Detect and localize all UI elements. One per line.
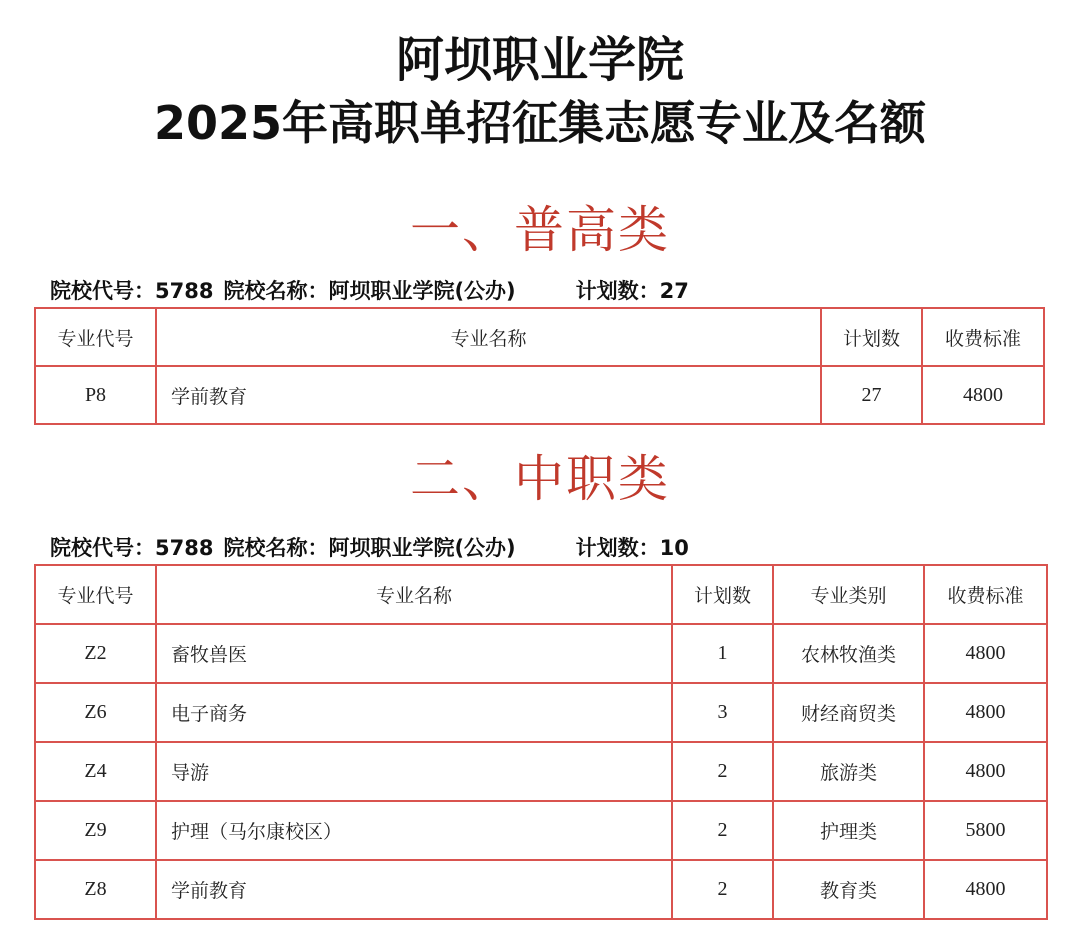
table-row (35, 860, 1047, 919)
major-name: 畜牧兽医 (156, 624, 672, 683)
plan-number: 2 (672, 860, 773, 919)
tuition-fee: 4800 (924, 683, 1047, 742)
plan-number: 27 (821, 366, 922, 424)
major-code: Z9 (35, 801, 156, 860)
table-row (35, 742, 1047, 801)
column-header: 专业代号 (35, 565, 156, 624)
school-code: 院校代号：5788 (50, 279, 214, 303)
school-info-line (50, 534, 689, 562)
school-info-line (50, 277, 689, 305)
document-title: 阿坝职业学院 (395, 32, 684, 88)
column-header: 专业类别 (773, 565, 924, 624)
column-header: 专业名称 (156, 308, 821, 366)
plan-number: 2 (672, 801, 773, 860)
section-heading-vocational: 二、中职类 (410, 450, 670, 508)
major-category: 旅游类 (773, 742, 924, 801)
tuition-fee: 4800 (924, 624, 1047, 683)
table-row (35, 801, 1047, 860)
table-header-row (35, 565, 1047, 624)
major-name: 电子商务 (156, 683, 672, 742)
major-name: 学前教育 (156, 366, 821, 424)
tuition-fee: 4800 (924, 860, 1047, 919)
major-category: 教育类 (773, 860, 924, 919)
table-header-row (35, 308, 1044, 366)
section-heading-general-high-school: 一、普高类 (410, 201, 670, 259)
plan-count: 计划数：27 (575, 279, 689, 303)
column-header: 专业代号 (35, 308, 156, 366)
major-code: Z6 (35, 683, 156, 742)
column-header: 收费标准 (924, 565, 1047, 624)
major-table-vocational (34, 564, 1048, 920)
major-code: Z8 (35, 860, 156, 919)
major-code: Z4 (35, 742, 156, 801)
major-code: Z2 (35, 624, 156, 683)
column-header: 计划数 (672, 565, 773, 624)
major-name: 导游 (156, 742, 672, 801)
school-name: 院校名称：阿坝职业学院(公办) (223, 279, 516, 303)
school-code: 院校代号：5788 (50, 536, 214, 560)
document-subtitle: 2025年高职单招征集志愿专业及名额 (153, 96, 927, 150)
table-row (35, 624, 1047, 683)
major-table-general-high-school (34, 307, 1045, 425)
column-header: 专业名称 (156, 565, 672, 624)
tuition-fee: 5800 (924, 801, 1047, 860)
column-header: 计划数 (821, 308, 922, 366)
school-name: 院校名称：阿坝职业学院(公办) (223, 536, 516, 560)
tuition-fee: 4800 (924, 742, 1047, 801)
tuition-fee: 4800 (922, 366, 1044, 424)
plan-count: 计划数：10 (575, 536, 689, 560)
major-category: 财经商贸类 (773, 683, 924, 742)
major-category: 农林牧渔类 (773, 624, 924, 683)
major-code: P8 (35, 366, 156, 424)
plan-number: 1 (672, 624, 773, 683)
table-row (35, 683, 1047, 742)
table-row (35, 366, 1044, 424)
plan-number: 2 (672, 742, 773, 801)
major-category: 护理类 (773, 801, 924, 860)
plan-number: 3 (672, 683, 773, 742)
major-name: 护理（马尔康校区） (156, 801, 672, 860)
column-header: 收费标准 (922, 308, 1044, 366)
major-name: 学前教育 (156, 860, 672, 919)
